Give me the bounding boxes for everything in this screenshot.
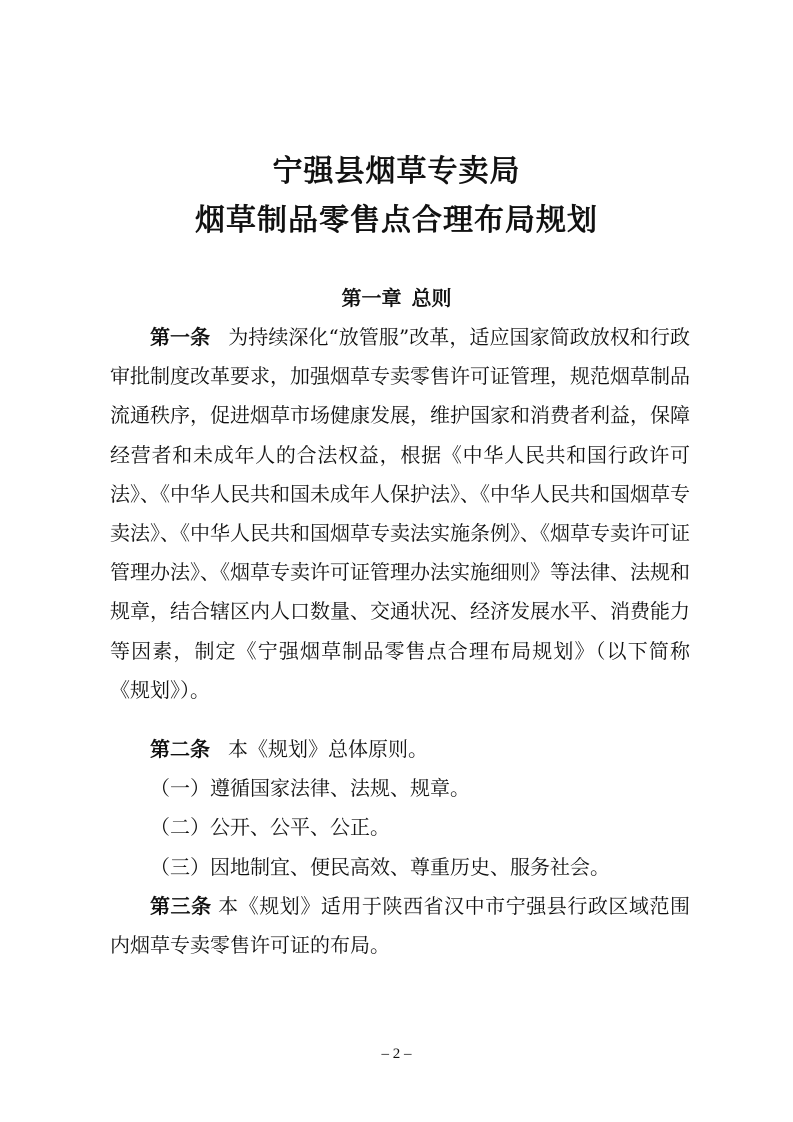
chapter-number: 第一章	[341, 286, 402, 310]
article-2-item-3: （三）因地制宜、便民高效、尊重历史、服务社会。	[150, 854, 610, 879]
chapter-heading	[0, 283, 793, 313]
article-3-label: 第三条	[150, 893, 212, 918]
chapter-name: 总则	[411, 286, 452, 310]
page-number: – 2 –	[381, 1046, 412, 1062]
document-title-line2: 烟草制品零售点合理布局规划	[195, 203, 598, 238]
article-2	[110, 730, 690, 769]
article-3	[110, 887, 690, 965]
article-1-text: 为持续深化“放管服”改革，适应国家简政放权和行政审批制度改革要求，加强烟草专卖零售许可证管理，规范烟草制品流通秩序，促进烟草市场健康发展，维护国家和消费者利益，保障经营者和未成年人的合法权益，根据《中华人民共和国行政许可法》、《中华人民共和国未成年人保护法》、《中华人民共和国烟草专卖法》、《中华人民共和国烟草专卖法实施条例》、《烟草专卖许可证管理办法》、《烟草专卖许可证管理办法实施细则》等法律、法规和规章，结合辖区内人口数量、交通状况、经济发展水平、消费能力等因素，制定《宁强烟草制品零售点合理布局规划》（以下简称《规划》）。	[110, 325, 690, 702]
article-1	[110, 318, 690, 710]
article-2-text: 本《规划》总体原则。	[228, 737, 428, 761]
article-2-item-1: （一）遵循国家法律、法规、规章。	[150, 776, 470, 801]
article-3-text: 本《规划》适用于陕西省汉中市宁强县行政区域范围内烟草专卖零售许可证的布局。	[110, 893, 691, 958]
article-2-and-3	[110, 730, 690, 965]
document-title-line1: 宁强县烟草专卖局	[272, 154, 521, 189]
article-2-item-2: （二）公开、公平、公正。	[150, 815, 390, 840]
article-1-label: 第一条	[150, 325, 211, 349]
article-2-label: 第二条	[150, 737, 210, 761]
